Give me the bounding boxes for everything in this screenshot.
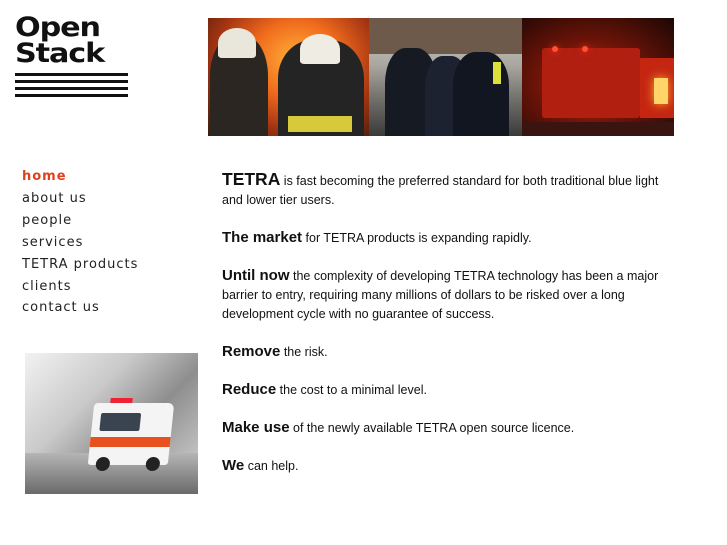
paragraph-make-use xyxy=(222,418,667,438)
body-text: the complexity of developing TETRA technology has been a major barrier to entry, requiring many millions of dollars to be risked over a long development cycle with no guarantee of success. xyxy=(222,269,659,321)
reflective-stripe xyxy=(288,116,352,132)
siren-light xyxy=(110,398,133,403)
main-content xyxy=(222,170,667,494)
paragraph-we xyxy=(222,456,667,476)
logo-stripe xyxy=(15,80,128,83)
body-text: of the newly available TETRA open source licence. xyxy=(289,421,575,435)
nav-item-home[interactable]: home xyxy=(22,169,67,184)
building-shape xyxy=(369,18,522,54)
lead-text: Remove xyxy=(222,343,281,360)
emergency-light xyxy=(552,46,558,52)
logo-stripe xyxy=(15,73,128,76)
windshield-shape xyxy=(99,413,141,431)
hi-vis-vest xyxy=(493,62,501,84)
logo-text-open: Open xyxy=(15,12,100,43)
nav-item-services[interactable]: services xyxy=(22,234,84,250)
helmet-shape xyxy=(300,34,340,64)
paragraph-tetra xyxy=(222,170,667,210)
lead-text: TETRA xyxy=(222,169,281,189)
nav-item-tetra-products[interactable]: TETRA products xyxy=(22,256,139,272)
paragraph-until-now xyxy=(222,266,667,324)
body-text: for TETRA products is expanding rapidly. xyxy=(302,231,532,245)
body-text: the cost to a minimal level. xyxy=(276,383,427,397)
logo-text-stack: Stack xyxy=(15,38,105,69)
lead-text: Until now xyxy=(222,267,290,284)
logo-stripe xyxy=(15,87,128,90)
logo-stripe xyxy=(15,94,128,97)
openstack-logo[interactable] xyxy=(15,12,129,99)
paragraph-reduce xyxy=(222,380,667,400)
nav-item-people[interactable]: people xyxy=(22,212,73,228)
headlight-glow xyxy=(654,78,668,104)
truck-body xyxy=(542,48,640,118)
lead-text: The market xyxy=(222,229,303,246)
lead-text: Make use xyxy=(222,419,290,436)
fire-engine-photo xyxy=(522,18,674,136)
ambulance-shape xyxy=(88,403,175,465)
nav-item-clients[interactable]: clients xyxy=(22,278,72,294)
lead-text: We xyxy=(222,457,245,474)
paragraph-remove xyxy=(222,342,667,362)
firefighters-photo xyxy=(208,18,369,136)
body-text: the risk. xyxy=(280,345,328,359)
nav-item-about-us[interactable]: about us xyxy=(22,190,87,206)
street-shape xyxy=(522,122,674,136)
nav-item-contact-us[interactable]: contact us xyxy=(22,300,100,316)
emergency-light xyxy=(582,46,588,52)
body-text: can help. xyxy=(244,459,299,473)
main-nav xyxy=(22,166,138,319)
helmet-shape xyxy=(218,28,256,58)
ambulance-photo xyxy=(25,353,198,494)
header-banner xyxy=(208,18,674,136)
police-photo xyxy=(369,18,522,136)
ambulance-stripe xyxy=(90,437,171,447)
lead-text: Reduce xyxy=(222,381,277,398)
paragraph-market xyxy=(222,228,667,248)
body-text: is fast becoming the preferred standard for both traditional blue light and lower tier users. xyxy=(222,174,659,207)
